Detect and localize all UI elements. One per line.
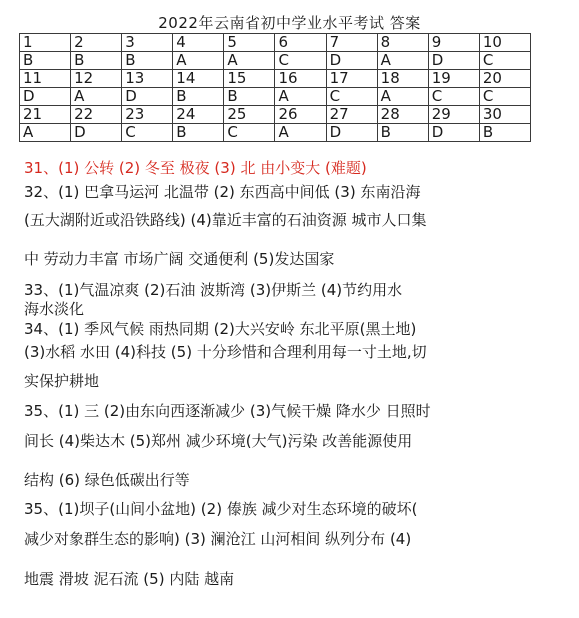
question-number-cell: 30 — [479, 106, 530, 124]
answer-line: 海水淡化 — [24, 300, 85, 318]
answer-cell: C — [479, 88, 530, 106]
answer-cell: A — [275, 124, 326, 142]
answer-line: 35、(1)坝子(山间小盆地) (2) 傣族 减少对生态环境的破坏( — [24, 500, 418, 518]
question-number-cell: 6 — [275, 34, 326, 52]
answer-line: 地震 滑坡 泥石流 (5) 内陆 越南 — [24, 570, 235, 588]
answer-line: (3)水稻 水田 (4)科技 (5) 十分珍惜和合理利用每一寸土地,切 — [24, 343, 427, 361]
answer-line: 实保护耕地 — [24, 372, 100, 390]
answer-line-highlighted: 31、(1) 公转 (2) 冬至 极夜 (3) 北 由小变大 (难题) — [24, 159, 367, 177]
answer-line: 中 劳动力丰富 市场广阔 交通便利 (5)发达国家 — [24, 250, 335, 268]
question-number-cell: 1 — [20, 34, 71, 52]
question-number-cell: 15 — [224, 70, 275, 88]
answer-line: (五大湖附近或沿铁路线) (4)靠近丰富的石油资源 城市人口集 — [24, 211, 427, 229]
question-number-cell: 14 — [173, 70, 224, 88]
answer-line: 结构 (6) 绿色低碳出行等 — [24, 471, 190, 489]
question-number-cell: 19 — [428, 70, 479, 88]
answer-cell: D — [71, 124, 122, 142]
question-number-cell: 29 — [428, 106, 479, 124]
question-number-cell: 25 — [224, 106, 275, 124]
answer-cell: B — [377, 124, 428, 142]
answer-line: 32、(1) 巴拿马运河 北温带 (2) 东西高中间低 (3) 东南沿海 — [24, 183, 421, 201]
answer-table — [19, 33, 531, 142]
answer-cell: A — [275, 88, 326, 106]
answer-cell: A — [224, 52, 275, 70]
answer-cell: D — [326, 124, 377, 142]
answer-cell: B — [224, 88, 275, 106]
question-number-cell: 22 — [71, 106, 122, 124]
answer-cell: A — [377, 52, 428, 70]
question-number-row — [20, 34, 531, 52]
question-number-cell: 9 — [428, 34, 479, 52]
answer-line: 间长 (4)柴达木 (5)郑州 减少环境(大气)污染 改善能源使用 — [24, 432, 413, 450]
answer-cell: C — [428, 88, 479, 106]
question-number-cell: 20 — [479, 70, 530, 88]
answer-cell: B — [71, 52, 122, 70]
question-number-row — [20, 106, 531, 124]
question-number-cell: 3 — [122, 34, 173, 52]
question-number-cell: 2 — [71, 34, 122, 52]
question-number-cell: 26 — [275, 106, 326, 124]
answer-cell: D — [428, 52, 479, 70]
answer-cell: C — [122, 124, 173, 142]
question-number-cell: 17 — [326, 70, 377, 88]
question-number-cell: 8 — [377, 34, 428, 52]
question-number-cell: 18 — [377, 70, 428, 88]
question-number-cell: 16 — [275, 70, 326, 88]
answer-cell: A — [173, 52, 224, 70]
answer-cell: B — [173, 88, 224, 106]
answer-cell: A — [20, 124, 71, 142]
question-number-cell: 27 — [326, 106, 377, 124]
answer-row — [20, 52, 531, 70]
question-number-cell: 5 — [224, 34, 275, 52]
page-title: 2022年云南省初中学业水平考试 答案 — [158, 14, 421, 32]
answer-cell: D — [122, 88, 173, 106]
question-number-cell: 13 — [122, 70, 173, 88]
question-number-cell: 10 — [479, 34, 530, 52]
answer-line: 34、(1) 季风气候 雨热同期 (2)大兴安岭 东北平原(黑土地) — [24, 320, 417, 338]
question-number-cell: 21 — [20, 106, 71, 124]
question-number-cell: 11 — [20, 70, 71, 88]
question-number-cell: 23 — [122, 106, 173, 124]
answer-cell: C — [224, 124, 275, 142]
answer-cell: B — [20, 52, 71, 70]
question-number-cell: 28 — [377, 106, 428, 124]
answer-row — [20, 88, 531, 106]
answer-cell: A — [71, 88, 122, 106]
question-number-cell: 24 — [173, 106, 224, 124]
answer-cell: D — [326, 52, 377, 70]
answer-cell: C — [326, 88, 377, 106]
answer-cell: C — [275, 52, 326, 70]
answer-cell: B — [479, 124, 530, 142]
answer-cell: D — [20, 88, 71, 106]
answer-cell: C — [479, 52, 530, 70]
answer-cell: D — [428, 124, 479, 142]
answer-cell: B — [173, 124, 224, 142]
answer-line: 33、(1)气温凉爽 (2)石油 波斯湾 (3)伊斯兰 (4)节约用水 — [24, 281, 403, 299]
question-number-cell: 7 — [326, 34, 377, 52]
question-number-row — [20, 70, 531, 88]
answer-cell: A — [377, 88, 428, 106]
answer-line: 35、(1) 三 (2)由东向西逐渐减少 (3)气候干燥 降水少 日照时 — [24, 402, 431, 420]
answer-line: 减少对象群生态的影响) (3) 澜沧江 山河相间 纵列分布 (4) — [24, 530, 412, 548]
answer-row — [20, 124, 531, 142]
question-number-cell: 12 — [71, 70, 122, 88]
answer-cell: B — [122, 52, 173, 70]
question-number-cell: 4 — [173, 34, 224, 52]
